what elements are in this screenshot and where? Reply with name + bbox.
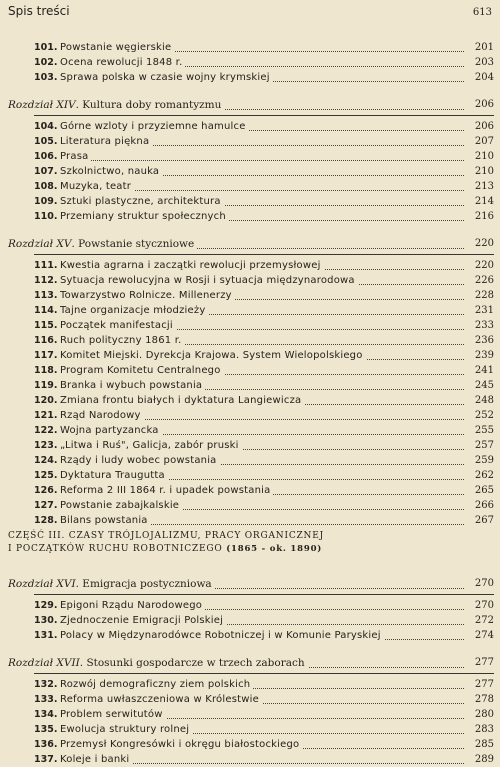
chapter-heading[interactable] xyxy=(8,576,494,592)
toc-entry[interactable] xyxy=(8,194,494,209)
chapter-page: 220 xyxy=(466,236,494,252)
entry-number: 127. xyxy=(34,500,58,511)
entry-number: 137. xyxy=(34,754,58,765)
entry-number: 111. xyxy=(34,260,58,271)
entry-title: Program Komitetu Centralnego xyxy=(60,363,464,378)
entry-title: Branka i wybuch powstania xyxy=(60,378,464,393)
entry-title: Muzyka, teatr xyxy=(60,179,464,194)
entry-title: „Litwa i Ruś", Galicja, zabór pruski xyxy=(60,438,464,453)
chapter-title: Rozdział XIV. Kultura doby romantyzmu xyxy=(8,97,464,113)
entry-page: 228 xyxy=(466,288,494,303)
chapter-rule xyxy=(34,594,494,595)
toc-entry[interactable] xyxy=(8,70,494,85)
entry-title: Ocena rewolucji 1848 r. xyxy=(60,55,464,70)
toc-entry[interactable] xyxy=(8,273,494,288)
entry-page: 278 xyxy=(466,692,494,707)
entry-number: 126. xyxy=(34,485,58,496)
chapter-rule xyxy=(34,673,494,674)
chapter-roman: XVII xyxy=(56,657,80,669)
entry-page: 257 xyxy=(466,438,494,453)
entry-title: Ewolucja struktury rolnej xyxy=(60,722,464,737)
entry-page: 204 xyxy=(466,70,494,85)
entry-number: 120. xyxy=(34,395,58,406)
entry-page: 207 xyxy=(466,134,494,149)
toc-block-part3 xyxy=(8,576,494,767)
entry-page: 210 xyxy=(466,164,494,179)
toc-entry[interactable] xyxy=(8,628,494,643)
entry-title: Sztuki plastyczne, architektura xyxy=(60,194,464,209)
toc-entry[interactable] xyxy=(8,483,494,498)
chapter-label: Rozdział xyxy=(8,238,54,250)
toc-entry[interactable] xyxy=(8,55,494,70)
entry-page: 214 xyxy=(466,194,494,209)
entry-number: 117. xyxy=(34,350,58,361)
entry-page: 262 xyxy=(466,468,494,483)
entry-page: 210 xyxy=(466,149,494,164)
entry-page: 203 xyxy=(466,55,494,70)
entry-page: 285 xyxy=(466,737,494,752)
entry-title: Powstanie węgierskie xyxy=(60,40,464,55)
toc-entry[interactable] xyxy=(8,378,494,393)
entry-title: Tajne organizacje młodzieży xyxy=(60,303,464,318)
entry-title: Rozwój demograficzny ziem polskich xyxy=(60,677,464,692)
toc-entry[interactable] xyxy=(8,722,494,737)
toc-entry[interactable] xyxy=(8,423,494,438)
toc-entry[interactable] xyxy=(8,498,494,513)
entry-title: Problem serwitutów xyxy=(60,707,464,722)
entry-number: 105. xyxy=(34,136,58,147)
entry-title: Rządy i ludy wobec powstania xyxy=(60,453,464,468)
entry-title: Szkolnictwo, nauka xyxy=(60,164,464,179)
entry-number: 107. xyxy=(34,166,58,177)
chapter-title: Rozdział XVI. Emigracja postyczniowa xyxy=(8,576,464,592)
toc-entry[interactable] xyxy=(8,164,494,179)
chapter-roman: XV xyxy=(56,238,72,250)
entry-page: 201 xyxy=(466,40,494,55)
entry-number: 112. xyxy=(34,275,58,286)
entry-number: 114. xyxy=(34,305,58,316)
chapter-rule xyxy=(34,254,494,255)
toc-entry[interactable] xyxy=(8,438,494,453)
entry-page: 236 xyxy=(466,333,494,348)
entry-number: 102. xyxy=(34,57,58,68)
entry-number: 103. xyxy=(34,72,58,83)
chapter-label: Rozdział xyxy=(8,99,54,111)
chapter-label: Rozdział xyxy=(8,657,54,669)
chapter-name: Powstanie styczniowe xyxy=(78,238,195,250)
entry-number: 135. xyxy=(34,724,58,735)
entry-page: 245 xyxy=(466,378,494,393)
entry-page: 283 xyxy=(466,722,494,737)
entry-title: Literatura piękna xyxy=(60,134,464,149)
entry-page: 255 xyxy=(466,423,494,438)
entry-title: Towarzystwo Rolnicze. Millenerzy xyxy=(60,288,464,303)
entry-title: Kwestia agrarna i zaczątki rewolucji przemysłowej xyxy=(60,258,464,273)
chapter-page: 206 xyxy=(466,97,494,113)
entry-title: Ruch polityczny 1861 r. xyxy=(60,333,464,348)
entry-title: Wojna partyzancka xyxy=(60,423,464,438)
entry-number: 131. xyxy=(34,630,58,641)
entry-number: 116. xyxy=(34,335,58,346)
chapter-title: Rozdział XVII. Stosunki gospodarcze w trzech zaborach xyxy=(8,655,464,671)
entry-page: 239 xyxy=(466,348,494,363)
toc-entry[interactable] xyxy=(8,333,494,348)
chapter-title: Rozdział XV. Powstanie styczniowe xyxy=(8,236,464,252)
toc-entry[interactable] xyxy=(8,303,494,318)
entry-page: 252 xyxy=(466,408,494,423)
entry-number: 104. xyxy=(34,121,58,132)
toc-entry[interactable] xyxy=(8,408,494,423)
entry-number: 129. xyxy=(34,600,58,611)
toc-entry[interactable] xyxy=(8,613,494,628)
toc-block-part2 xyxy=(8,40,494,528)
entry-number: 119. xyxy=(34,380,58,391)
chapter-name: Kultura doby romantyzmu xyxy=(82,99,222,111)
toc-entry[interactable] xyxy=(8,258,494,273)
entry-title: Przemysł Kongresówki i okręgu białostockiego xyxy=(60,737,464,752)
toc-entry[interactable] xyxy=(8,134,494,149)
entry-number: 133. xyxy=(34,694,58,705)
chapter-heading[interactable] xyxy=(8,236,494,252)
toc-entry[interactable] xyxy=(8,179,494,194)
entry-title: Sytuacja rewolucyjna w Rosji i sytuacja międzynarodowa xyxy=(60,273,464,288)
entry-page: 241 xyxy=(466,363,494,378)
toc-entry[interactable] xyxy=(8,40,494,55)
entry-page: 277 xyxy=(466,677,494,692)
chapter-label: Rozdział xyxy=(8,578,54,590)
entry-title: Reforma 2 III 1864 r. i upadek powstania xyxy=(60,483,464,498)
entry-page: 248 xyxy=(466,393,494,408)
toc-entry[interactable] xyxy=(8,453,494,468)
toc-entry[interactable] xyxy=(8,119,494,134)
toc-entry[interactable] xyxy=(8,393,494,408)
entry-page: 265 xyxy=(466,483,494,498)
entry-number: 118. xyxy=(34,365,58,376)
entry-number: 109. xyxy=(34,196,58,207)
chapter-name: Emigracja postyczniowa xyxy=(82,578,212,590)
entry-number: 134. xyxy=(34,709,58,720)
toc-entry[interactable] xyxy=(8,209,494,224)
entry-number: 132. xyxy=(34,679,58,690)
part-dates: (1865 - ok. 1890) xyxy=(226,544,323,554)
entry-number: 123. xyxy=(34,440,58,451)
entry-title: Koleje i banki xyxy=(60,752,464,767)
chapter-roman: XVI xyxy=(56,578,76,590)
entry-page: 233 xyxy=(466,318,494,333)
entry-title: Komitet Miejski. Dyrekcja Krajowa. System Wielopolskiego xyxy=(60,348,464,363)
entry-title: Sprawa polska w czasie wojny krymskiej xyxy=(60,70,464,85)
entry-number: 136. xyxy=(34,739,58,750)
chapter-name: Stosunki gospodarcze w trzech zaborach xyxy=(86,657,305,669)
entry-number: 115. xyxy=(34,320,58,331)
toc-entry[interactable] xyxy=(8,348,494,363)
toc-entry[interactable] xyxy=(8,513,494,528)
entry-title: Dyktatura Traugutta xyxy=(60,468,464,483)
entry-page: 213 xyxy=(466,179,494,194)
entry-page: 272 xyxy=(466,613,494,628)
chapter-heading[interactable] xyxy=(8,97,494,113)
part-title-line2: I POCZĄTKÓW RUCHU ROBOTNICZEGO (1865 - ok. 1890) xyxy=(8,544,323,554)
chapter-page: 270 xyxy=(466,576,494,592)
entry-page: 280 xyxy=(466,707,494,722)
entry-page: 206 xyxy=(466,119,494,134)
page-header xyxy=(8,4,492,24)
toc-entry[interactable] xyxy=(8,318,494,333)
entry-title: Powstanie zabajkalskie xyxy=(60,498,464,513)
toc-entry[interactable] xyxy=(8,677,494,692)
part-heading xyxy=(8,530,494,556)
entry-number: 101. xyxy=(34,42,58,53)
entry-title: Przemiany struktur społecznych xyxy=(60,209,464,224)
chapter-page: 277 xyxy=(466,655,494,671)
entry-page: 226 xyxy=(466,273,494,288)
entry-number: 124. xyxy=(34,455,58,466)
entry-number: 121. xyxy=(34,410,58,421)
entry-number: 130. xyxy=(34,615,58,626)
entry-title: Polacy w Międzynarodówce Robotniczej i w Komunie Paryskiej xyxy=(60,628,464,643)
entry-page: 216 xyxy=(466,209,494,224)
entry-title: Epigoni Rządu Narodowego xyxy=(60,598,464,613)
entry-title: Reforma uwłaszczeniowa w Królestwie xyxy=(60,692,464,707)
toc-entry[interactable] xyxy=(8,692,494,707)
entry-number: 113. xyxy=(34,290,58,301)
entry-number: 125. xyxy=(34,470,58,481)
running-title: Spis treści xyxy=(8,4,70,18)
entry-page: 289 xyxy=(466,752,494,767)
entry-title: Rząd Narodowy xyxy=(60,408,464,423)
entry-number: 128. xyxy=(34,515,58,526)
entry-number: 108. xyxy=(34,181,58,192)
entry-number: 110. xyxy=(34,211,58,222)
entry-page: 267 xyxy=(466,513,494,528)
entry-title: Zmiana frontu białych i dyktatura Langiewicza xyxy=(60,393,464,408)
entry-title: Górne wzloty i przyziemne hamulce xyxy=(60,119,464,134)
entry-page: 266 xyxy=(466,498,494,513)
toc-entry[interactable] xyxy=(8,598,494,613)
entry-page: 270 xyxy=(466,598,494,613)
toc-entry[interactable] xyxy=(8,468,494,483)
toc-entry[interactable] xyxy=(8,707,494,722)
entry-title: Początek manifestacji xyxy=(60,318,464,333)
chapter-heading[interactable] xyxy=(8,655,494,671)
entry-page: 231 xyxy=(466,303,494,318)
page-number: 613 xyxy=(472,7,492,18)
entry-page: 274 xyxy=(466,628,494,643)
entry-page: 259 xyxy=(466,453,494,468)
entry-number: 122. xyxy=(34,425,58,436)
toc-entry[interactable] xyxy=(8,149,494,164)
chapter-roman: XIV xyxy=(56,99,76,111)
part-title-line1: CZĘŚĆ III. CZASY TRÓJLOJALIZMU, PRACY ORGANICZNEJ xyxy=(8,531,325,541)
entry-title: Prasa xyxy=(60,149,464,164)
toc-entry[interactable] xyxy=(8,288,494,303)
entry-number: 106. xyxy=(34,151,58,162)
toc-entry[interactable] xyxy=(8,363,494,378)
toc-entry[interactable] xyxy=(8,737,494,752)
chapter-rule xyxy=(34,115,494,116)
entry-title: Zjednoczenie Emigracji Polskiej xyxy=(60,613,464,628)
entry-page: 220 xyxy=(466,258,494,273)
entry-title: Bilans powstania xyxy=(60,513,464,528)
